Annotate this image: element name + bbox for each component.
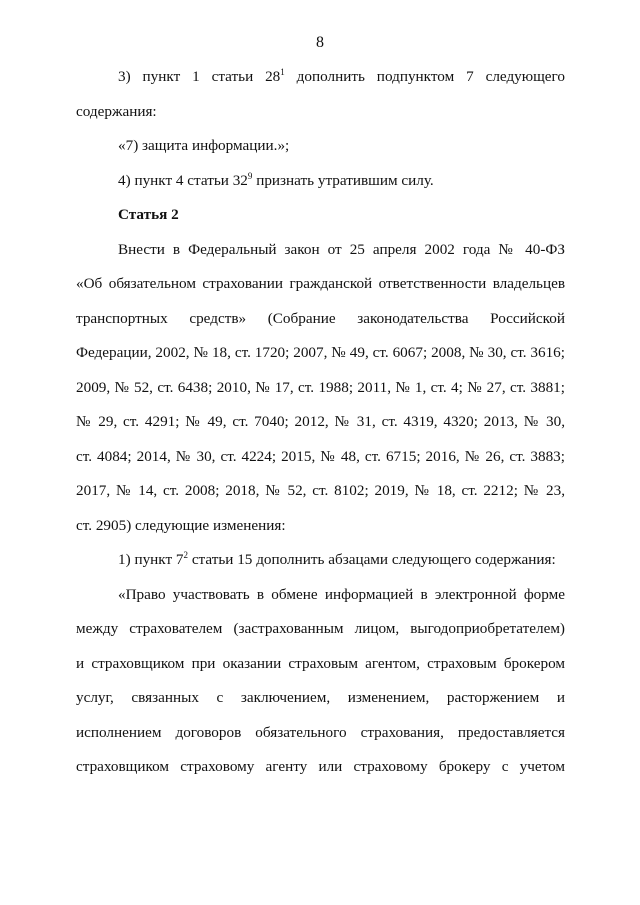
paragraph-line: содержания: (76, 102, 157, 120)
paragraph-line: исполнением договоров обязательного страхования, предоставляется (76, 723, 565, 741)
paragraph-line: № 29, ст. 4291; № 49, ст. 7040; 2012, № 31, ст. 4319, 4320; 2013, № 30, (76, 413, 565, 430)
document-body (76, 60, 565, 785)
paragraph-line: транспортных средств» (Собрание законодательства Российской (76, 309, 565, 327)
amendment-item-4 (76, 164, 565, 199)
paragraph-line: «Об обязательном страховании гражданской ответственности владельцев (76, 275, 565, 292)
paragraph-line: Федерации, 2002, № 18, ст. 1720; 2007, № 49, ст. 6067; 2008, № 30, ст. 3616; (76, 344, 565, 361)
line-text: 3) пункт 1 статьи 28 (118, 68, 281, 85)
paragraph-line: ст. 2905) следующие изменения: (76, 516, 286, 534)
paragraph-line: 2009, № 52, ст. 6438; 2010, № 17, ст. 1988; 2011, № 1, ст. 4; № 27, ст. 3881; (76, 378, 565, 396)
line-text: признать утратившим силу. (252, 171, 434, 189)
line-text: 4) пункт 4 статьи 32 (118, 171, 248, 189)
superscript: 1 (280, 67, 285, 77)
superscript: 2 (183, 550, 189, 560)
quoted-subitem: «7) защита информации.»; (118, 137, 290, 154)
paragraph-line: услуг, связанных с заключением, изменением, расторжением и (76, 689, 565, 706)
line-text: дополнить подпунктом 7 следующего (284, 68, 565, 85)
paragraph-line: и страховщиком при оказании страховым агентом, страховым брокером (76, 654, 565, 672)
paragraph-line: «Право участвовать в обмене информацией в электронной форме (118, 585, 565, 603)
amendment-item-1 (76, 543, 565, 578)
line-text: 1) пункт 7 (118, 551, 184, 568)
article-heading: Статья 2 (118, 206, 179, 223)
line-text: статьи 15 дополнить абзацами следующего содержания: (188, 551, 556, 568)
paragraph-line: ст. 4084; 2014, № 30, ст. 4224; 2015, № 48, ст. 6715; 2016, № 26, ст. 3883; (76, 447, 565, 465)
paragraph-line: Внести в Федеральный закон от 25 апреля 2002 года № 40-ФЗ (118, 240, 565, 258)
paragraph-line: между страхователем (застрахованным лицом, выгодоприобретателем) (76, 620, 565, 637)
superscript: 9 (247, 170, 253, 181)
paragraph-line: страховщиком страховому агенту или страховому брокеру с учетом (76, 758, 565, 775)
page-number: 8 (316, 34, 324, 51)
paragraph-line: 2017, № 14, ст. 2008; 2018, № 52, ст. 8102; 2019, № 18, ст. 2212; № 23, (76, 482, 565, 499)
amendment-item-3 (76, 60, 565, 95)
